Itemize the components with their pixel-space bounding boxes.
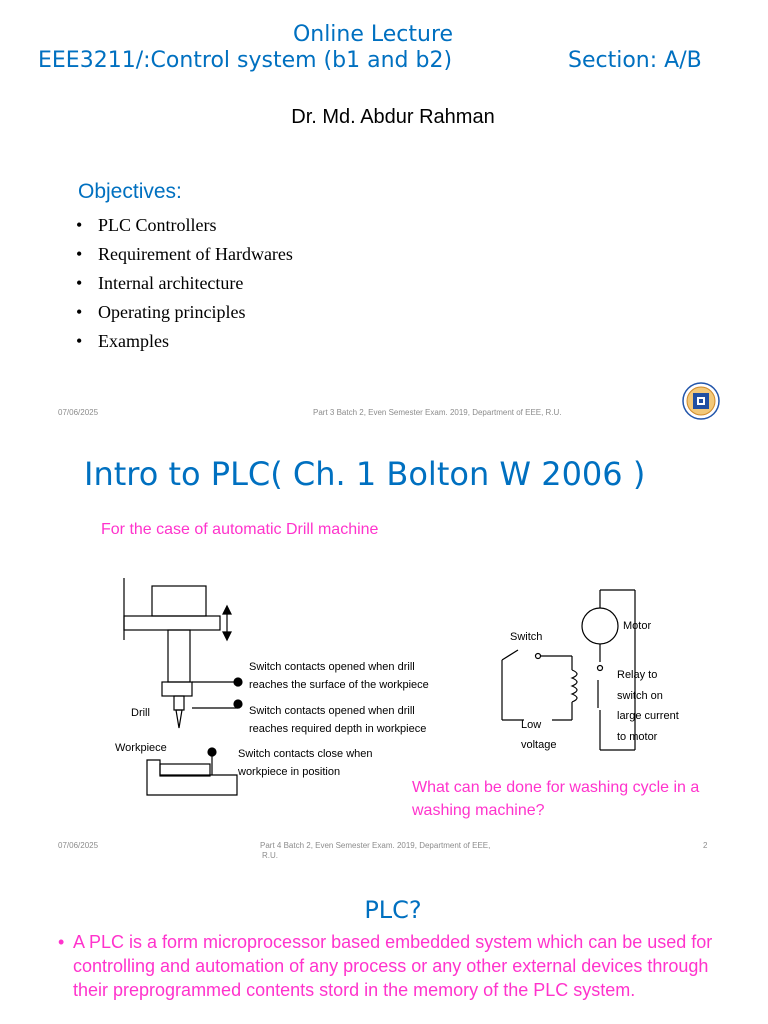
label-relay-4: to motor	[617, 731, 658, 743]
label-contacts-depth-1: Switch contacts opened when drill	[249, 705, 415, 717]
label-contacts-close-2: workpiece in position	[238, 766, 341, 778]
workpiece	[147, 748, 237, 795]
slide-title: PLC?	[364, 896, 422, 924]
up-down-arrow-icon	[223, 606, 231, 640]
page-number: 2	[703, 841, 708, 850]
footer-text-1: Part 4 Batch 2, Even Semester Exam. 2019, Department of EEE,	[260, 841, 491, 850]
slide-1	[0, 0, 768, 430]
label-motor: Motor	[623, 620, 652, 632]
list-item: • Examples	[76, 331, 169, 351]
relay-circuit	[502, 650, 577, 720]
plc-definition	[58, 930, 738, 1002]
slide-2	[0, 430, 768, 870]
washing-question: What can be done for washing cycle in a washing machine?	[412, 779, 700, 819]
label-drill: Drill	[131, 707, 150, 719]
footer-date: 07/06/2025	[58, 841, 99, 850]
list-item: • Requirement of Hardwares	[76, 244, 293, 264]
label-workpiece: Workpiece	[115, 742, 167, 754]
bullet: •	[58, 932, 65, 952]
label-contacts-close-1: Switch contacts close when	[238, 748, 373, 760]
label-relay-3: large current	[617, 710, 679, 722]
slide-subtitle: For the case of automatic Drill machine	[101, 521, 379, 538]
label-relay-2: switch on	[617, 690, 663, 702]
course-title: EEE3211/:Control system (b1 and b2)	[38, 48, 453, 73]
title-line-1: Online Lecture	[292, 22, 454, 47]
footer-text: Part 3 Batch 2, Even Semester Exam. 2019, Department of EEE, R.U.	[313, 408, 562, 417]
drill-machine-diagram	[112, 570, 732, 810]
list-item: • PLC Controllers	[76, 215, 217, 235]
objectives-list	[76, 214, 293, 359]
label-contacts-surface-2: reaches the surface of the workpiece	[249, 679, 429, 691]
label-low: Low	[521, 719, 542, 731]
label-relay-1: Relay to	[617, 669, 658, 681]
depth-switch	[192, 700, 242, 708]
objectives-heading: Objectives:	[78, 180, 182, 203]
footer-date: 07/06/2025	[58, 408, 99, 417]
slide-title: Intro to PLC( Ch. 1 Bolton W 2006 )	[84, 455, 646, 493]
label-contacts-surface-1: Switch contacts opened when drill	[249, 661, 415, 673]
label-voltage: voltage	[521, 739, 557, 751]
label-contacts-depth-2: reaches required depth in workpiece	[249, 723, 427, 735]
list-item: • Operating principles	[76, 302, 246, 322]
slide-3	[0, 870, 768, 1024]
drill-frame	[124, 578, 220, 728]
university-logo-icon	[682, 382, 720, 420]
section-label: Section: A/B	[568, 48, 702, 73]
plc-definition-text: A PLC is a form microprocessor based embedded system which can be used for controlling and automation of any process or any other external devices through their preprogrammed contents stord in the memory of the PLC system.	[73, 932, 713, 1000]
label-switch: Switch	[510, 631, 543, 643]
author-name: Dr. Md. Abdur Rahman	[291, 106, 495, 128]
footer-text-2: R.U.	[262, 851, 278, 860]
list-item: • Internal architecture	[76, 273, 244, 293]
surface-switch	[192, 678, 242, 686]
